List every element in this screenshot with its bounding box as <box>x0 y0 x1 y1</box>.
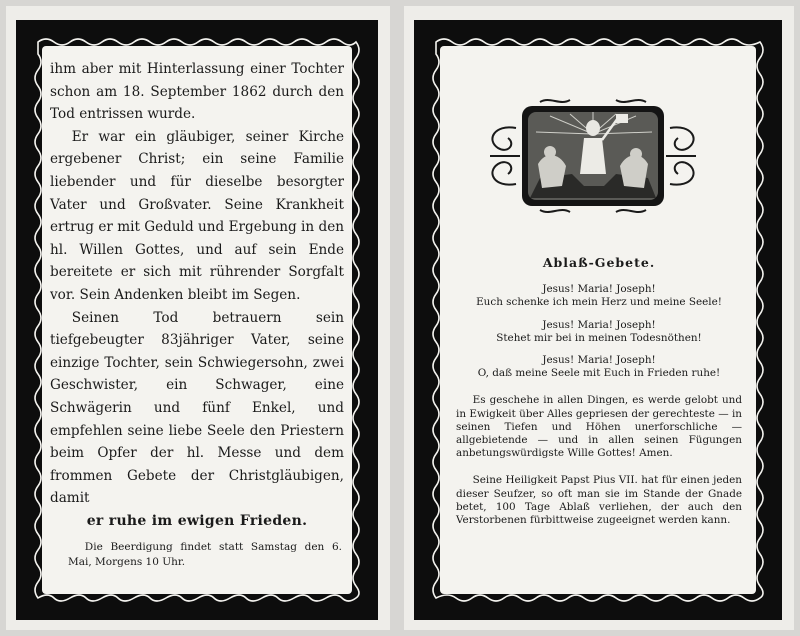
paragraph-mourners: Seinen Tod betrauern sein tiefgebeugter 83jähriger Vater, seine einzige Tochter, sein Schwiegersohn, zwei Geschwister, ein Schwager, eine Schwägerin und fünf Enkel, und empfehlen seine liebe Seele den Priestern beim Opfer der hl. Messe und dem frommen Gebete der Christgläubigen, damit <box>50 309 344 507</box>
right-card <box>404 6 794 630</box>
paragraph-character: Er war ein gläubiger, seiner Kirche ergebener Christ; ein seine Familie liebender und für dieselbe besorgter Vater und Großvater. Seine Krankheit ertrug er mit Geduld und Ergebung in den hl. Willen Gottes, und auf sein Ende bereitete er sich mit rührender Sorgfalt vor. Sein Andenken bleibt im Segen. <box>50 128 344 303</box>
prayer-3-invocation: Jesus! Maria! Joseph! <box>542 354 656 367</box>
prayer-section <box>456 256 742 527</box>
prayer-2-text: Stehet mir bei in meinen Todesnöthen! <box>496 331 702 344</box>
prayer-3 <box>456 354 742 380</box>
funeral-notice-text: Die Beerdigung findet statt Samstag den 6. Mai, Morgens 10 Uhr. <box>68 541 342 568</box>
prayer-3-text: O, daß meine Seele mit Euch in Frieden ruhe! <box>477 367 721 380</box>
resurrection-vignette-icon <box>480 94 706 218</box>
prayer-1-text: Euch schenke ich mein Herz und meine Seele! <box>476 296 722 309</box>
indulgence-paragraph: Seine Heiligkeit Papst Pius VII. hat für einen jeden dieser Seufzer, so oft man sie im Stande der Gnade betet, 100 Tage Ablaß verliehen, der auch den Verstorbenen fürbittweise zugeeignet werden kann. <box>456 474 742 527</box>
prayer-1 <box>456 283 742 309</box>
prayer-1-invocation: Jesus! Maria! Joseph! <box>542 283 656 296</box>
left-body-text <box>50 58 344 532</box>
will-of-god-paragraph: Es geschehe in allen Dingen, es werde gelobt und in Ewigkeit über Alles gepriesen der gerechteste — in seinen Tiefen und Höhen unerforschliche — allgebietende — und in allen seinen Fügungen anbetungswürdigste Wille Gottes! Amen. <box>456 394 742 460</box>
prayer-2-invocation: Jesus! Maria! Joseph! <box>542 318 656 331</box>
paragraph-intro: ihm aber mit Hinterlassung einer Tochter schon am 18. September 1862 durch den Tod entrissen wurde. <box>50 61 344 123</box>
left-card <box>6 6 390 630</box>
prayer-2 <box>456 319 742 345</box>
funeral-notice <box>68 540 342 570</box>
closing-line: er ruhe im ewigen Frieden. <box>86 512 308 529</box>
prayers-heading: Ablaß-Gebete. <box>542 255 656 270</box>
